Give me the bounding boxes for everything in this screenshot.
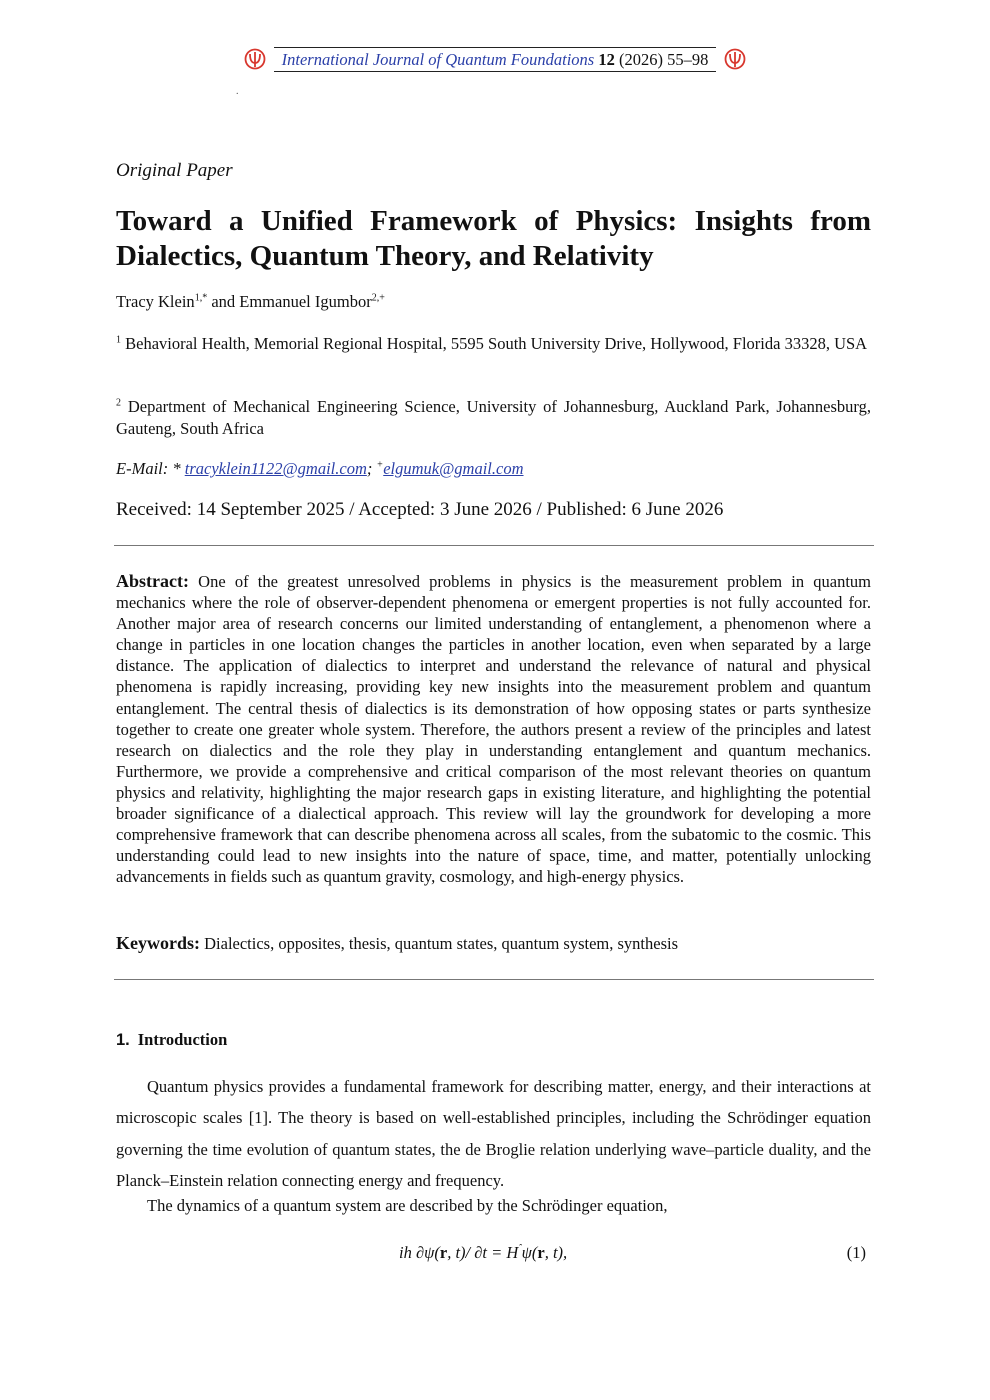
email-separator: ;	[366, 459, 377, 478]
keywords-label: Keywords:	[116, 933, 200, 953]
author-connector: and	[207, 292, 240, 311]
keywords-text: Dialectics, opposites, thesis, quantum states, quantum system, synthesis	[204, 934, 678, 953]
abstract-label: Abstract:	[116, 571, 189, 591]
paper-category: Original Paper	[116, 160, 233, 181]
email-label: E-Mail: *	[116, 459, 185, 478]
equation-vector: r	[537, 1243, 545, 1262]
journal-name-link[interactable]: International Journal of Quantum Foundations	[281, 49, 595, 69]
equation-body	[399, 1243, 567, 1263]
author-affiliation-mark: 2,+	[371, 292, 385, 304]
divider	[114, 545, 874, 546]
equation-part: ψ(	[521, 1243, 538, 1262]
author-name: Emmanuel Igumbor	[239, 292, 372, 311]
section-number: 1.	[116, 1031, 130, 1049]
affiliation-2	[116, 396, 871, 440]
journal-volume: 12	[598, 49, 615, 69]
affiliation-number: 1	[116, 334, 121, 346]
author-affiliation-mark: 1,*	[194, 292, 208, 304]
publication-dates: Received: 14 September 2025 / Accepted: 3 June 2026 / Published: 6 June 2026	[116, 499, 724, 520]
author-list	[116, 292, 871, 312]
body-paragraph: Quantum physics provides a fundamental framework for describing matter, energy, and their interactions at microscopic scales [1]. The theory is based on well-established principles, including the Schrödinger equation governing the time evolution of quantum states, the de Broglie relation underlying wave–particle duality, and the Planck–Einstein relation connecting energy and frequency.	[116, 1077, 871, 1190]
affiliation-1	[116, 333, 871, 355]
affiliation-number: 2	[116, 397, 121, 409]
email-link[interactable]: elgumuk@gmail.com	[383, 459, 524, 478]
email-line	[116, 459, 871, 479]
email-mark: +	[376, 459, 384, 471]
section-title: Introduction	[137, 1030, 228, 1049]
affiliation-text: Department of Mechanical Engineering Science, University of Johannesburg, Auckland Park, Johannesburg, Gauteng, South Africa	[116, 397, 871, 438]
journal-year-pages: (2026) 55–98	[618, 49, 709, 69]
journal-citation-line	[274, 47, 717, 72]
equation-part: , t),	[544, 1243, 568, 1262]
stray-mark: .	[236, 86, 239, 97]
keywords	[116, 933, 871, 954]
equation-hat: ˆ	[518, 1243, 522, 1255]
abstract	[116, 571, 871, 887]
equation-number: (1)	[846, 1243, 866, 1262]
body-paragraph: The dynamics of a quantum system are described by the Schrödinger equation,	[147, 1196, 668, 1215]
divider	[114, 979, 874, 980]
section-heading	[116, 1030, 871, 1050]
equation-vector: r	[439, 1243, 448, 1262]
paper-title: Toward a Unified Framework of Physics: Insights from Dialectics, Quantum Theory, and Relativity	[116, 205, 871, 272]
journal-header	[0, 44, 990, 74]
equation-part: , t)/ ∂t = H	[447, 1243, 519, 1262]
equation-part: ih ∂ψ(	[399, 1243, 440, 1262]
affiliation-text: Behavioral Health, Memorial Regional Hospital, 5595 South University Drive, Hollywood, Florida 33328, USA	[125, 334, 868, 353]
email-link[interactable]: tracyklein1122@gmail.com	[184, 459, 367, 478]
journal-logo-icon	[724, 48, 746, 70]
author-name: Tracy Klein	[116, 292, 195, 311]
journal-logo-icon	[244, 48, 266, 70]
abstract-text: One of the greatest unresolved problems in physics is the measurement problem in quantum mechanics where the role of observer-dependent phenomena or emergent properties is not fully accounted for. Another major area of research concerns our limited understanding of entanglement, a phenomenon where a change in particles in one location changes the particles in another location, even when separated by a large distance. The application of dialectics to interpret and understand the relevance of natural and physical phenomena is rapidly increasing, providing key new insights into the measurement problem and quantum entanglement. The central thesis of dialectics is its demonstration of how opposing states or parts synthesize together to create one greater whole system. Therefore, the authors present a review of the principles and latest research on dialectics and the role they play in understanding entanglement and quantum mechanics. Furthermore, we provide a comprehensive and critical comparison of the most relevant theories on quantum physics and relativity, highlighting the major research gaps in existing literature, and highlighting the potential broader significance of a dialectical approach. This review will lay the groundwork for developing a more comprehensive framework that can describe phenomena across all scales, from the subatomic to the cosmic. This understanding could lead to new insights into the nature of space, time, and matter, potentially unlocking advancements in fields such as quantum gravity, cosmology, and high-energy physics.	[116, 572, 872, 887]
